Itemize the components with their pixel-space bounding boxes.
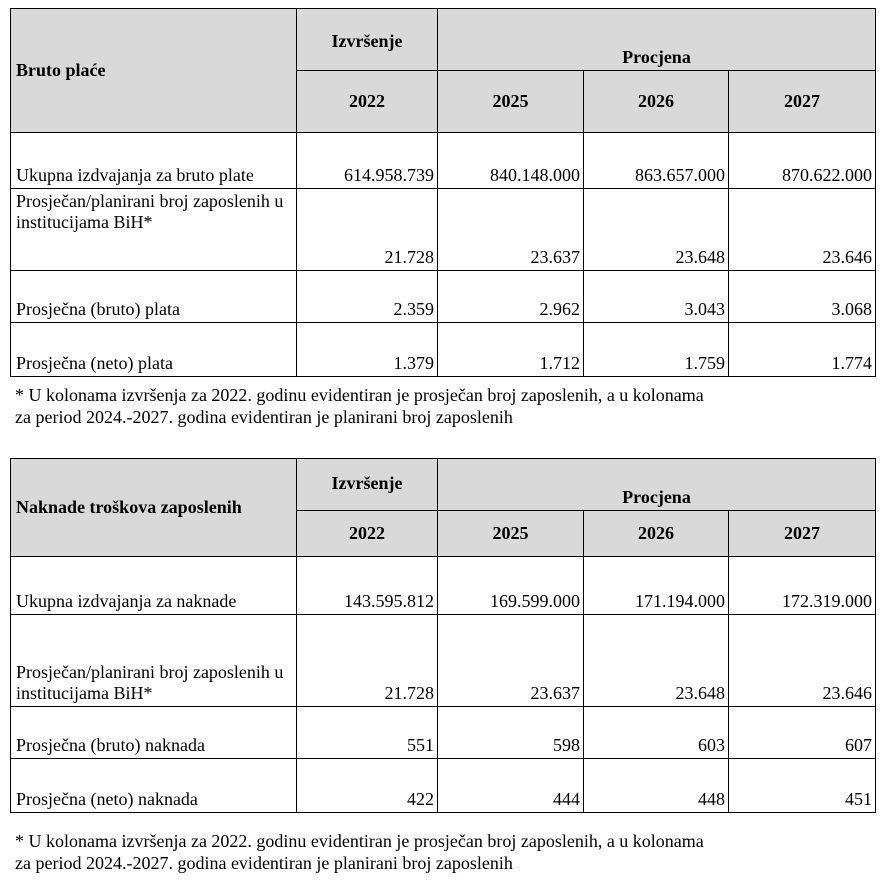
- year-header: 2022: [297, 511, 438, 557]
- table-row: [11, 271, 876, 323]
- row-label: Prosječan/planirani broj zaposlenih u institucijama BiH*: [11, 189, 297, 271]
- cell-value: 607: [729, 707, 876, 759]
- cell-value: 169.599.000: [438, 557, 584, 615]
- gross-salaries-table: [10, 8, 876, 377]
- cell-value: 551: [297, 707, 438, 759]
- cell-value: 1.774: [729, 323, 876, 377]
- cell-value: 1.712: [438, 323, 584, 377]
- row-label: Prosječna (bruto) plata: [11, 271, 297, 323]
- cell-value: 23.637: [438, 615, 584, 707]
- cell-value: 863.657.000: [584, 133, 729, 189]
- year-header: 2022: [297, 71, 438, 133]
- cell-value: 21.728: [297, 189, 438, 271]
- footnote-line: za period 2024.-2027. godina evidentiran je planirani broj zaposlenih: [15, 407, 513, 427]
- footnote-line: * U kolonama izvršenja za 2022. godinu evidentiran je prosječan broj zaposlenih, a u kolonama: [15, 385, 704, 405]
- cell-value: 172.319.000: [729, 557, 876, 615]
- footnote: [15, 830, 875, 874]
- row-label: Prosječan/planirani broj zaposlenih u institucijama BiH*: [11, 615, 297, 707]
- table-row: [11, 557, 876, 615]
- cell-value: 143.595.812: [297, 557, 438, 615]
- footnote: [15, 384, 875, 428]
- table-row: [11, 615, 876, 707]
- row-label: Ukupna izdvajanja za bruto plate: [11, 133, 297, 189]
- cell-value: 448: [584, 759, 729, 813]
- cell-value: 23.646: [729, 615, 876, 707]
- year-header: 2027: [729, 511, 876, 557]
- table-row: [11, 323, 876, 377]
- cell-value: 23.637: [438, 189, 584, 271]
- cell-value: 21.728: [297, 615, 438, 707]
- cell-value: 171.194.000: [584, 557, 729, 615]
- column-group-estimate: Procjena: [438, 459, 876, 511]
- cell-value: 451: [729, 759, 876, 813]
- row-label: Prosječna (neto) plata: [11, 323, 297, 377]
- cell-value: 23.648: [584, 615, 729, 707]
- cell-value: 598: [438, 707, 584, 759]
- year-header: 2025: [438, 511, 584, 557]
- cell-value: 23.646: [729, 189, 876, 271]
- column-group-execution: Izvršenje: [297, 9, 438, 71]
- cell-value: 23.648: [584, 189, 729, 271]
- cell-value: 1.379: [297, 323, 438, 377]
- table-row: [11, 759, 876, 813]
- row-label: Prosječna (neto) naknada: [11, 759, 297, 813]
- cell-value: 603: [584, 707, 729, 759]
- cell-value: 3.068: [729, 271, 876, 323]
- employee-compensation-table: [10, 458, 876, 813]
- row-label: Prosječna (bruto) naknada: [11, 707, 297, 759]
- year-header: 2025: [438, 71, 584, 133]
- cell-value: 870.622.000: [729, 133, 876, 189]
- table-row: [11, 707, 876, 759]
- cell-value: 1.759: [584, 323, 729, 377]
- year-header: 2026: [584, 511, 729, 557]
- footnote-line: za period 2024.-2027. godina evidentiran je planirani broj zaposlenih: [15, 853, 513, 873]
- footnote-line: * U kolonama izvršenja za 2022. godinu evidentiran je prosječan broj zaposlenih, a u kolonama: [15, 831, 704, 851]
- cell-value: 422: [297, 759, 438, 813]
- cell-value: 840.148.000: [438, 133, 584, 189]
- cell-value: 614.958.739: [297, 133, 438, 189]
- cell-value: 444: [438, 759, 584, 813]
- row-label: Ukupna izdvajanja za naknade: [11, 557, 297, 615]
- column-group-estimate: Procjena: [438, 9, 876, 71]
- cell-value: 2.962: [438, 271, 584, 323]
- table-row: [11, 189, 876, 271]
- table-corner-label: Naknade troškova zaposlenih: [11, 459, 297, 557]
- year-header: 2027: [729, 71, 876, 133]
- cell-value: 2.359: [297, 271, 438, 323]
- column-group-execution: Izvršenje: [297, 459, 438, 511]
- year-header: 2026: [584, 71, 729, 133]
- table-row: [11, 133, 876, 189]
- table-corner-label: Bruto plaće: [11, 9, 297, 133]
- cell-value: 3.043: [584, 271, 729, 323]
